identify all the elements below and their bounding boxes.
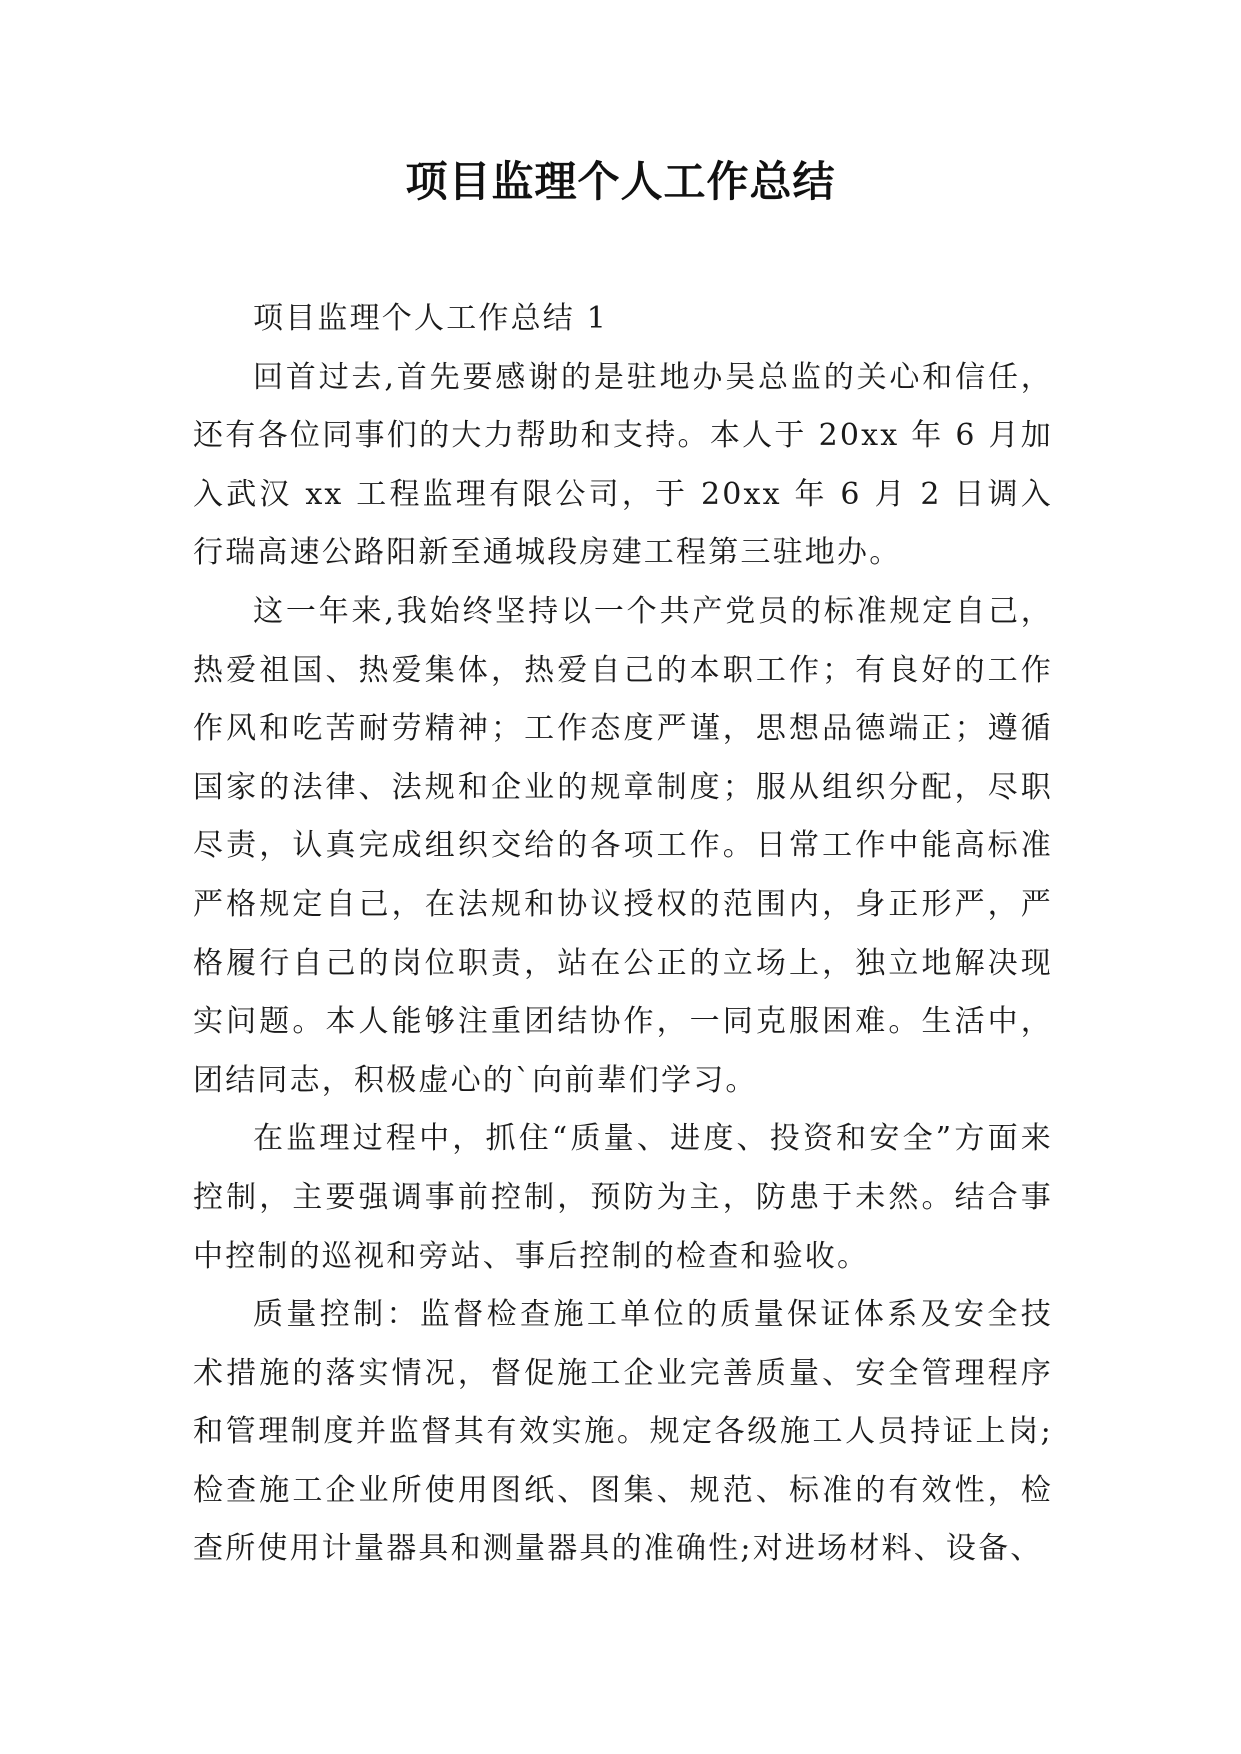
document-body [193,290,1053,1579]
paragraph-gratitude: 回首过去,首先要感谢的是驻地办吴总监的关心和信任，还有各位同事们的大力帮助和支持。本人于 20xx 年 6 月加入武汉 xx 工程监理有限公司，于 20xx 年 6 月 2 日调入行瑞高速公路阳新至通城段房建工程第三驻地办。 [193,359,1053,571]
paragraph-supervision-process: 在监理过程中，抓住“质量、进度、投资和安全”方面来控制，主要强调事前控制，预防为主，防患于未然。结合事中控制的巡视和旁站、事后控制的检查和验收。 [193,1121,1053,1274]
paragraph-attitude: 这一年来,我始终坚持以一个共产党员的标准规定自己，热爱祖国、热爱集体，热爱自己的本职工作；有良好的工作作风和吃苦耐劳精神；工作态度严谨，思想品德端正；遵循国家的法律、法规和企业的规章制度；服从组织分配，尽职尽责，认真完成组织交给的各项工作。日常工作中能高标准严格规定自己，在法规和协议授权的范围内，身正形严，严格履行自己的岗位职责，站在公正的立场上，独立地解决现实问题。本人能够注重团结协作，一同克服困难。生活中，团结同志，积极虚心的`向前辈们学习。 [193,593,1053,1098]
section-heading: 项目监理个人工作总结 1 [253,301,609,336]
paragraph-quality-control: 质量控制：监督检查施工单位的质量保证体系及安全技术措施的落实情况，督促施工企业完善质量、安全管理程序和管理制度并监督其有效实施。规定各级施工人员持证上岗;检查施工企业所使用图纸、图集、规范、标准的有效性，检查所使用计量器具和测量器具的准确性;对进场材料、设备、 [193,1297,1053,1567]
document-title: 项目监理个人工作总结 [405,157,836,206]
